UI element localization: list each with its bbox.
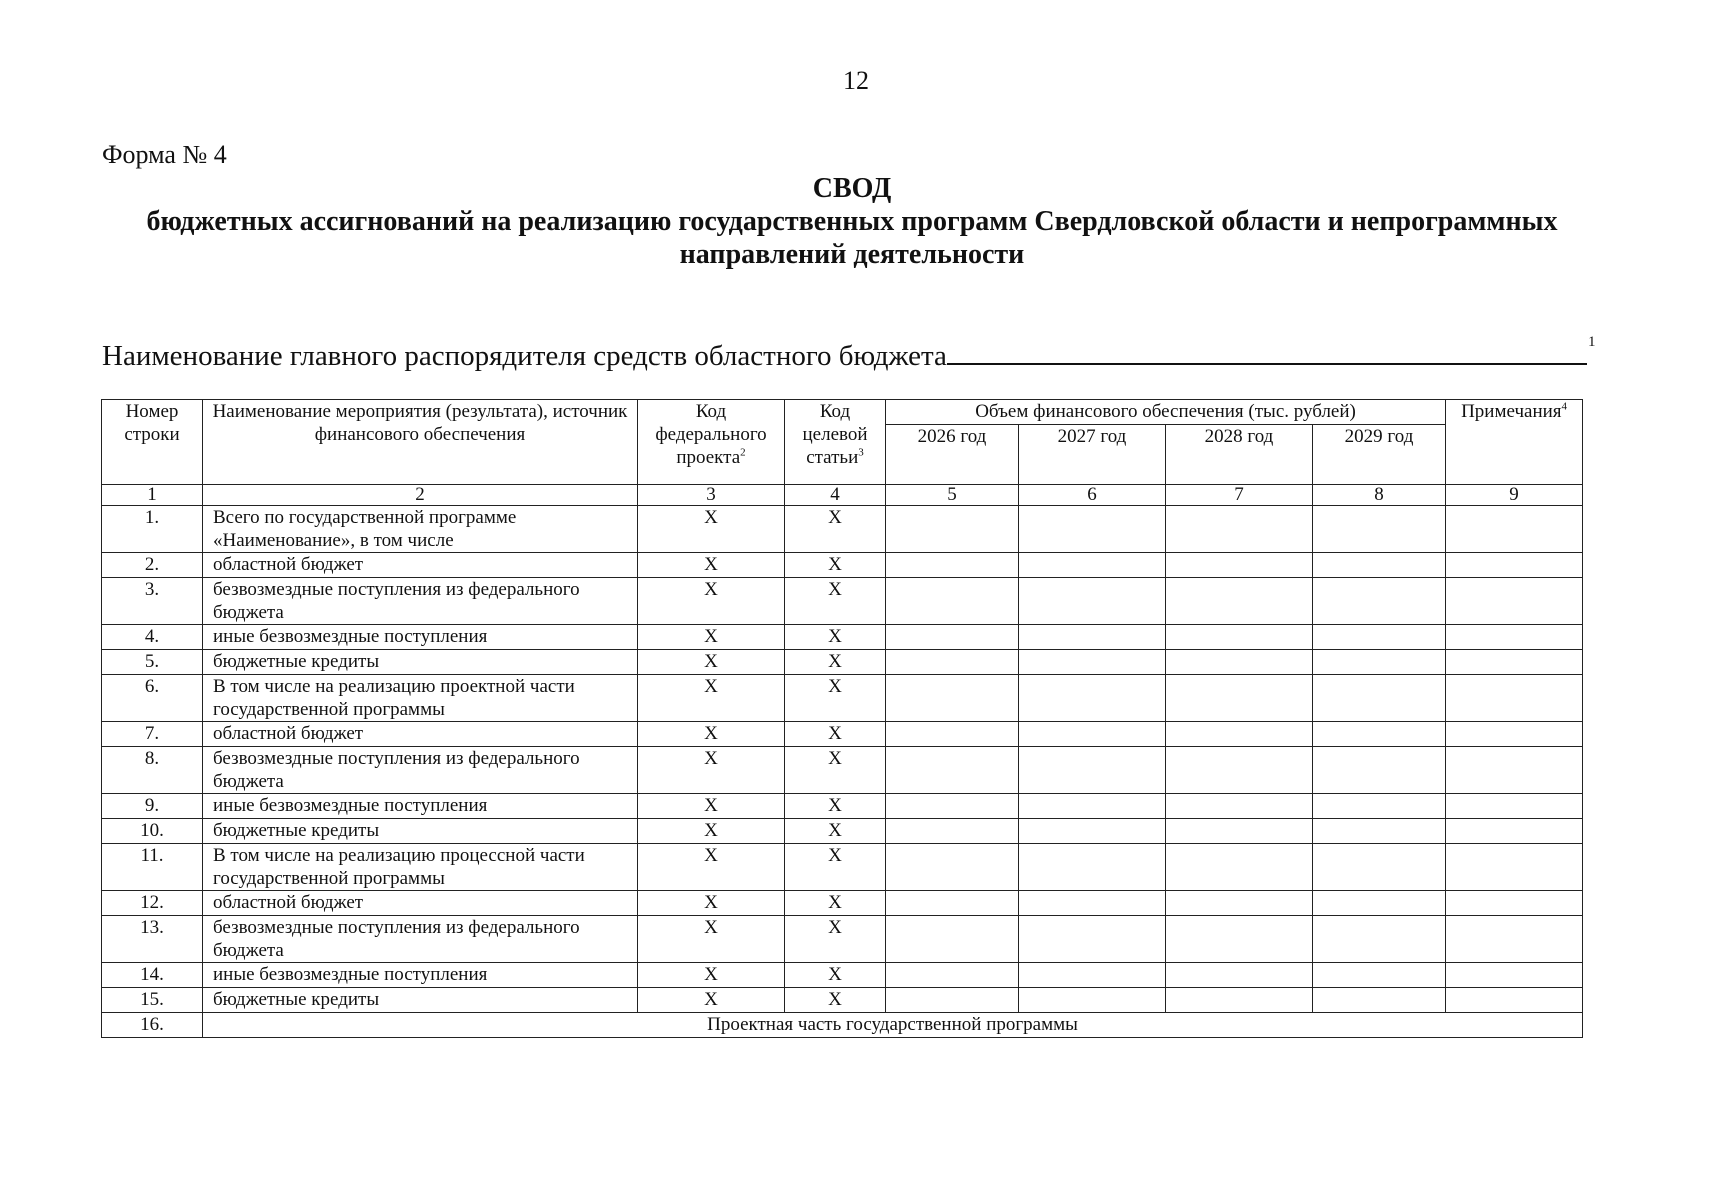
federal-project-code-cell: X <box>638 578 785 625</box>
target-article-code-cell: X <box>785 506 886 553</box>
value-2026-cell[interactable] <box>886 650 1019 675</box>
notes-cell[interactable] <box>1446 747 1583 794</box>
row-name: бюджетные кредиты <box>203 650 638 675</box>
value-2029-cell[interactable] <box>1313 650 1446 675</box>
value-2029-cell[interactable] <box>1313 963 1446 988</box>
value-2028-cell[interactable] <box>1166 650 1313 675</box>
budget-table <box>101 399 1583 1038</box>
header-year-2026: 2026 год <box>886 425 1019 485</box>
row-name: безвозмездные поступления из федерального бюджета <box>203 578 638 625</box>
table-row <box>102 553 1583 578</box>
target-article-code-cell: X <box>785 578 886 625</box>
table-row <box>102 506 1583 553</box>
value-2029-cell[interactable] <box>1313 675 1446 722</box>
notes-cell[interactable] <box>1446 963 1583 988</box>
value-2028-cell[interactable] <box>1166 675 1313 722</box>
header-year-2029: 2029 год <box>1313 425 1446 485</box>
table-row <box>102 988 1583 1013</box>
row-name: В том числе на реализацию проектной части государственной программы <box>203 675 638 722</box>
value-2027-cell[interactable] <box>1019 650 1166 675</box>
row-number: 4. <box>102 625 203 650</box>
table-row <box>102 650 1583 675</box>
header-notes <box>1446 400 1583 485</box>
value-2026-cell[interactable] <box>886 988 1019 1013</box>
value-2027-cell[interactable] <box>1019 844 1166 891</box>
row-number: 7. <box>102 722 203 747</box>
value-2029-cell[interactable] <box>1313 988 1446 1013</box>
target-article-code-cell: X <box>785 553 886 578</box>
target-article-code-cell: X <box>785 794 886 819</box>
federal-project-code-cell: X <box>638 625 785 650</box>
row-number: 13. <box>102 916 203 963</box>
column-number: 6 <box>1019 485 1166 506</box>
notes-cell[interactable] <box>1446 625 1583 650</box>
value-2027-cell[interactable] <box>1019 578 1166 625</box>
federal-project-code-cell: X <box>638 963 785 988</box>
federal-project-code-cell: X <box>638 988 785 1013</box>
target-article-code-cell: X <box>785 675 886 722</box>
target-article-code-cell: X <box>785 722 886 747</box>
page-number: 12 <box>843 66 869 95</box>
table-row <box>102 625 1583 650</box>
column-number: 4 <box>785 485 886 506</box>
target-article-code-cell: X <box>785 916 886 963</box>
federal-project-code-cell: X <box>638 650 785 675</box>
row-name: бюджетные кредиты <box>203 819 638 844</box>
row-number: 10. <box>102 819 203 844</box>
value-2028-cell[interactable] <box>1166 747 1313 794</box>
title-line-1: СВОД <box>812 173 892 204</box>
value-2029-cell[interactable] <box>1313 916 1446 963</box>
table-row <box>102 963 1583 988</box>
notes-cell[interactable] <box>1446 819 1583 844</box>
value-2028-cell[interactable] <box>1166 625 1313 650</box>
header-federal-project-code-text: Код федерального проекта <box>655 401 767 468</box>
table-row <box>102 747 1583 794</box>
value-2027-cell[interactable] <box>1019 747 1166 794</box>
value-2026-cell[interactable] <box>886 625 1019 650</box>
row-number: 3. <box>102 578 203 625</box>
notes-cell[interactable] <box>1446 506 1583 553</box>
table-row <box>102 794 1583 819</box>
value-2029-cell[interactable] <box>1313 819 1446 844</box>
column-number: 9 <box>1446 485 1583 506</box>
column-number: 5 <box>886 485 1019 506</box>
target-article-code-cell: X <box>785 963 886 988</box>
target-article-code-cell: X <box>785 819 886 844</box>
value-2028-cell[interactable] <box>1166 988 1313 1013</box>
header-target-article-code-text: Код целевой статьи <box>802 401 868 468</box>
notes-cell[interactable] <box>1446 794 1583 819</box>
value-2029-cell[interactable] <box>1313 747 1446 794</box>
value-2028-cell[interactable] <box>1166 722 1313 747</box>
table-row <box>102 916 1583 963</box>
distributor-footnote: 1 <box>1588 334 1596 350</box>
form-label: Форма № 4 <box>102 140 227 169</box>
distributor-blank-line[interactable] <box>947 337 1587 365</box>
footnote-4: 4 <box>1561 400 1568 413</box>
federal-project-code-cell: X <box>638 506 785 553</box>
notes-cell[interactable] <box>1446 916 1583 963</box>
value-2026-cell[interactable] <box>886 506 1019 553</box>
target-article-code-cell: X <box>785 650 886 675</box>
notes-cell[interactable] <box>1446 722 1583 747</box>
value-2027-cell[interactable] <box>1019 675 1166 722</box>
column-number: 1 <box>102 485 203 506</box>
header-name: Наименование мероприятия (результата), источник финансового обеспечения <box>203 400 638 485</box>
value-2026-cell[interactable] <box>886 747 1019 794</box>
value-2029-cell[interactable] <box>1313 722 1446 747</box>
title-line-2: бюджетных ассигнований на реализацию государственных программ Свердловской области и непрограммных направлений деятельности <box>146 206 1558 270</box>
value-2028-cell[interactable] <box>1166 819 1313 844</box>
federal-project-code-cell: X <box>638 675 785 722</box>
value-2029-cell[interactable] <box>1313 844 1446 891</box>
row-name: безвозмездные поступления из федерального бюджета <box>203 916 638 963</box>
value-2026-cell[interactable] <box>886 844 1019 891</box>
header-funding-volume: Объем финансового обеспечения (тыс. рублей) <box>886 400 1446 425</box>
value-2029-cell[interactable] <box>1313 553 1446 578</box>
row-number: 5. <box>102 650 203 675</box>
column-number: 3 <box>638 485 785 506</box>
target-article-code-cell: X <box>785 625 886 650</box>
header-federal-project-code <box>638 400 785 485</box>
value-2028-cell[interactable] <box>1166 963 1313 988</box>
column-number: 2 <box>203 485 638 506</box>
column-number: 8 <box>1313 485 1446 506</box>
value-2027-cell[interactable] <box>1019 553 1166 578</box>
value-2027-cell[interactable] <box>1019 625 1166 650</box>
target-article-code-cell: X <box>785 747 886 794</box>
value-2028-cell[interactable] <box>1166 794 1313 819</box>
header-notes-text: Примечания <box>1461 401 1562 422</box>
row-name: иные безвозмездные поступления <box>203 794 638 819</box>
row-name: безвозмездные поступления из федерального бюджета <box>203 747 638 794</box>
notes-cell[interactable] <box>1446 650 1583 675</box>
row-number: 12. <box>102 891 203 916</box>
row-number: 11. <box>102 844 203 891</box>
row-name: В том числе на реализацию процессной части государственной программы <box>203 844 638 891</box>
value-2029-cell[interactable] <box>1313 891 1446 916</box>
notes-cell[interactable] <box>1446 844 1583 891</box>
value-2026-cell[interactable] <box>886 675 1019 722</box>
federal-project-code-cell: X <box>638 747 785 794</box>
value-2026-cell[interactable] <box>886 553 1019 578</box>
value-2028-cell[interactable] <box>1166 916 1313 963</box>
header-row-number: Номер строки <box>102 400 203 485</box>
column-numbers-row <box>102 485 1583 506</box>
document-title <box>102 172 1602 271</box>
row-name: иные безвозмездные поступления <box>203 625 638 650</box>
table-row <box>102 819 1583 844</box>
header-year-2028: 2028 год <box>1166 425 1313 485</box>
value-2026-cell[interactable] <box>886 578 1019 625</box>
notes-cell[interactable] <box>1446 988 1583 1013</box>
notes-cell[interactable] <box>1446 553 1583 578</box>
value-2026-cell[interactable] <box>886 794 1019 819</box>
row-number: 9. <box>102 794 203 819</box>
value-2026-cell[interactable] <box>886 916 1019 963</box>
table-row <box>102 891 1583 916</box>
federal-project-code-cell: X <box>638 794 785 819</box>
notes-cell[interactable] <box>1446 675 1583 722</box>
federal-project-code-cell: X <box>638 722 785 747</box>
table-row <box>102 722 1583 747</box>
target-article-code-cell: X <box>785 988 886 1013</box>
row-number: 14. <box>102 963 203 988</box>
value-2027-cell[interactable] <box>1019 819 1166 844</box>
row-number: 1. <box>102 506 203 553</box>
value-2029-cell[interactable] <box>1313 625 1446 650</box>
header-target-article-code <box>785 400 886 485</box>
value-2026-cell[interactable] <box>886 891 1019 916</box>
federal-project-code-cell: X <box>638 553 785 578</box>
row-name: иные безвозмездные поступления <box>203 963 638 988</box>
row-name: бюджетные кредиты <box>203 988 638 1013</box>
row-name: Всего по государственной программе «Наименование», в том числе <box>203 506 638 553</box>
distributor-label: Наименование главного распорядителя средств областного бюджета <box>102 340 947 372</box>
table-row-final <box>102 1013 1583 1038</box>
column-number: 7 <box>1166 485 1313 506</box>
federal-project-code-cell: X <box>638 819 785 844</box>
table-row <box>102 844 1583 891</box>
value-2027-cell[interactable] <box>1019 891 1166 916</box>
target-article-code-cell: X <box>785 844 886 891</box>
value-2028-cell[interactable] <box>1166 578 1313 625</box>
row-number: 16. <box>102 1013 203 1038</box>
footnote-2: 2 <box>740 446 746 459</box>
value-2027-cell[interactable] <box>1019 963 1166 988</box>
row-name: областной бюджет <box>203 891 638 916</box>
value-2027-cell[interactable] <box>1019 506 1166 553</box>
row-number: 8. <box>102 747 203 794</box>
value-2028-cell[interactable] <box>1166 844 1313 891</box>
target-article-code-cell: X <box>785 891 886 916</box>
value-2026-cell[interactable] <box>886 819 1019 844</box>
row-number: 2. <box>102 553 203 578</box>
value-2028-cell[interactable] <box>1166 506 1313 553</box>
federal-project-code-cell: X <box>638 916 785 963</box>
value-2026-cell[interactable] <box>886 722 1019 747</box>
value-2029-cell[interactable] <box>1313 794 1446 819</box>
notes-cell[interactable] <box>1446 578 1583 625</box>
table-row <box>102 675 1583 722</box>
value-2028-cell[interactable] <box>1166 553 1313 578</box>
notes-cell[interactable] <box>1446 891 1583 916</box>
value-2029-cell[interactable] <box>1313 506 1446 553</box>
value-2026-cell[interactable] <box>886 963 1019 988</box>
federal-project-code-cell: X <box>638 891 785 916</box>
value-2027-cell[interactable] <box>1019 722 1166 747</box>
value-2027-cell[interactable] <box>1019 988 1166 1013</box>
row-name: областной бюджет <box>203 722 638 747</box>
value-2027-cell[interactable] <box>1019 794 1166 819</box>
row-number: 6. <box>102 675 203 722</box>
header-year-2027: 2027 год <box>1019 425 1166 485</box>
value-2027-cell[interactable] <box>1019 916 1166 963</box>
federal-project-code-cell: X <box>638 844 785 891</box>
row-name: областной бюджет <box>203 553 638 578</box>
table-row <box>102 578 1583 625</box>
section-heading-cell: Проектная часть государственной программы <box>203 1013 1583 1038</box>
footnote-3: 3 <box>858 446 864 459</box>
value-2029-cell[interactable] <box>1313 578 1446 625</box>
row-number: 15. <box>102 988 203 1013</box>
value-2028-cell[interactable] <box>1166 891 1313 916</box>
distributor-field <box>102 337 1587 373</box>
